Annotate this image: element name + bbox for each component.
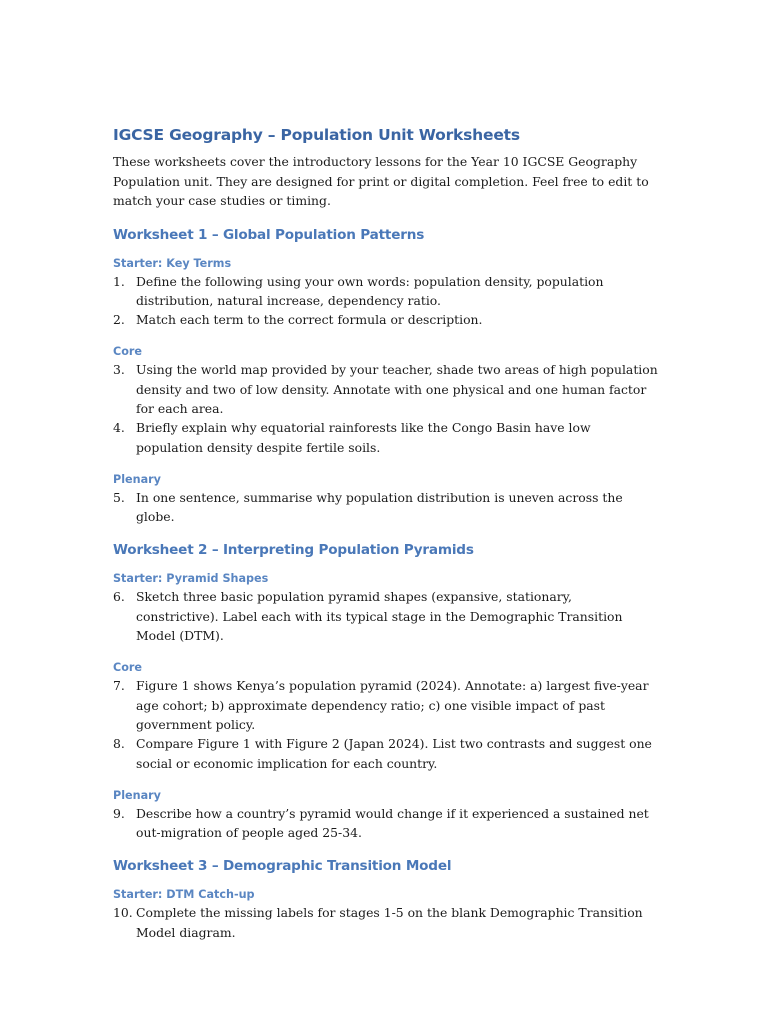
worksheet-2 bbox=[113, 540, 658, 842]
question-text: Figure 1 shows Kenya’s population pyramid (2024). Annotate: a) largest five-year age cohort; b) approximate dependency ratio; c) one visible impact of past government policy. bbox=[136, 678, 649, 732]
section-heading: Starter: Pyramid Shapes bbox=[113, 572, 269, 586]
question-text: Using the world map provided by your teacher, shade two areas of high population density and two of low density. Annotate with one physical and one human factor for each area. bbox=[136, 362, 658, 416]
question-list bbox=[113, 903, 658, 942]
question-number: 7. bbox=[113, 678, 125, 694]
question-number: 2. bbox=[113, 312, 125, 328]
section-heading: Starter: DTM Catch-up bbox=[113, 888, 255, 902]
question-item bbox=[113, 488, 658, 527]
worksheet-heading: Worksheet 2 – Interpreting Population Pyramids bbox=[113, 542, 474, 559]
question-item bbox=[113, 676, 658, 734]
question-list bbox=[113, 272, 658, 330]
question-item bbox=[113, 903, 658, 942]
section-heading: Plenary bbox=[113, 472, 161, 486]
question-item bbox=[113, 734, 658, 773]
section-heading: Core bbox=[113, 661, 143, 675]
question-number: 8. bbox=[113, 736, 125, 752]
question-text: Sketch three basic population pyramid shapes (expansive, stationary, constrictive). Label each with its typical stage in the Demographic Transition Model (DTM). bbox=[136, 589, 623, 644]
question-item bbox=[113, 360, 658, 418]
question-number: 10. bbox=[113, 905, 133, 921]
question-number: 5. bbox=[113, 489, 125, 505]
question-number: 4. bbox=[113, 420, 125, 436]
question-item bbox=[113, 310, 658, 329]
document-title: IGCSE Geography – Population Unit Worksheets bbox=[113, 126, 520, 144]
question-number: 6. bbox=[113, 589, 125, 605]
worksheet-heading: Worksheet 3 – Demographic Transition Model bbox=[113, 858, 452, 875]
document-intro: These worksheets cover the introductory lessons for the Year 10 IGCSE Geography Population unit. They are designed for print or digital completion. Feel free to edit to match your case studies or timing. bbox=[113, 154, 649, 208]
question-item bbox=[113, 587, 658, 645]
question-item bbox=[113, 418, 658, 457]
question-text: Compare Figure 1 with Figure 2 (Japan 2024). List two contrasts and suggest one social or economic implication for each country. bbox=[136, 736, 652, 771]
question-item bbox=[113, 272, 658, 311]
document-page bbox=[113, 124, 658, 956]
question-text: Briefly explain why equatorial rainforests like the Congo Basin have low population density despite fertile soils. bbox=[136, 420, 591, 455]
question-list bbox=[113, 587, 658, 645]
question-text: Match each term to the correct formula or description. bbox=[136, 312, 483, 328]
question-list bbox=[113, 804, 658, 843]
question-text: Complete the missing labels for stages 1-5 on the blank Demographic Transition Model diagram. bbox=[136, 905, 643, 940]
worksheet-3 bbox=[113, 856, 658, 942]
question-text: In one sentence, summarise why population distribution is uneven across the globe. bbox=[136, 489, 623, 525]
question-number: 9. bbox=[113, 805, 125, 821]
worksheet-list bbox=[113, 225, 658, 943]
question-text: Describe how a country’s pyramid would change if it experienced a sustained net out-migration of people aged 25-34. bbox=[136, 805, 649, 841]
section-heading: Starter: Key Terms bbox=[113, 256, 232, 270]
section-heading: Core bbox=[113, 345, 143, 359]
question-list bbox=[113, 360, 658, 456]
question-item bbox=[113, 804, 658, 843]
question-list bbox=[113, 676, 658, 772]
question-number: 3. bbox=[113, 362, 125, 378]
section-heading: Plenary bbox=[113, 788, 161, 802]
question-list bbox=[113, 488, 658, 527]
question-number: 1. bbox=[113, 273, 125, 289]
question-text: Define the following using your own words: population density, population distribution, natural increase, dependency ratio. bbox=[136, 273, 604, 308]
worksheet-1 bbox=[113, 225, 658, 527]
worksheet-heading: Worksheet 1 – Global Population Patterns bbox=[113, 226, 425, 243]
